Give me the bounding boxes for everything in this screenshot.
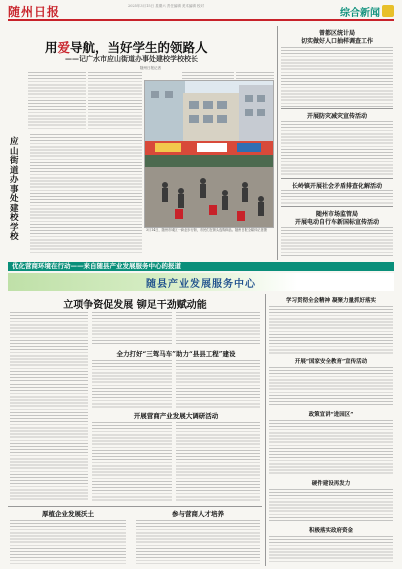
body-text-block xyxy=(10,312,88,382)
news-photo xyxy=(144,80,274,228)
body-text-block xyxy=(269,489,393,523)
lower-mid-headline: 全力打好“三驾马车”助力“县县工程”建设 xyxy=(116,350,236,358)
right-item1-headline-2: 切实做好人口抽样调查工作 xyxy=(300,38,373,45)
right-lower-headline-3: 政策宣讲“进园区” xyxy=(308,412,354,418)
body-text-block xyxy=(281,121,393,177)
body-text-block xyxy=(176,422,260,502)
body-text-block xyxy=(28,72,86,130)
right-item4-headline-2: 开展电动自行车新国标宣传活动 xyxy=(294,219,379,226)
body-text-block xyxy=(182,72,234,80)
body-text-block xyxy=(236,72,274,80)
body-text-block xyxy=(136,520,260,564)
section-mark-icon xyxy=(382,5,394,17)
item-divider xyxy=(281,178,393,179)
street-scene-illustration xyxy=(145,81,274,228)
body-text-block xyxy=(269,367,393,407)
body-text-block xyxy=(10,520,126,564)
body-text-block xyxy=(10,384,88,502)
right-lower-headline-5: 积极落实政府资金 xyxy=(308,528,353,534)
body-text-block xyxy=(281,227,393,257)
issue-meta: 2025年3月15日 星期六 责任编辑 美术编辑 校对 xyxy=(128,4,205,8)
right-lower-headline-1: 学习贯彻全会精神 凝聚力量抓好落实 xyxy=(286,298,376,304)
body-text-block xyxy=(176,312,260,346)
column-rule xyxy=(277,26,278,260)
right-item1-headline-1: 曾都区统计局 xyxy=(318,30,355,37)
section-divider xyxy=(8,506,262,507)
side-vertical-headline: 应山街道办事处建校学校 xyxy=(10,137,19,242)
section-title: 综合新闻 xyxy=(340,8,380,19)
item-divider xyxy=(281,206,393,207)
body-text-block xyxy=(281,190,393,204)
body-text-block xyxy=(92,422,172,502)
lower-invest-headline: 开展营商产业发展大调研活动 xyxy=(133,412,219,420)
body-text-block xyxy=(30,134,142,254)
masthead xyxy=(8,3,394,21)
feature-title-banner xyxy=(8,273,394,291)
body-text-block xyxy=(88,72,142,130)
column-rule xyxy=(265,294,266,566)
right-item3-headline: 长岭镇开展社会矛盾排查化解活动 xyxy=(291,183,382,190)
headline-love-char: 爱 xyxy=(57,40,71,55)
lower-left-bottom-headline: 厚植企业发展沃土 xyxy=(42,510,94,518)
headline-part: 导航，当好学生的领路人 xyxy=(70,40,208,55)
feature-title: 随县产业发展服务中心 xyxy=(146,279,256,290)
main-byline: 随州日报记者 xyxy=(140,66,161,70)
body-text-block xyxy=(176,360,260,408)
right-item2-headline: 开展防灾减灾宣传活动 xyxy=(306,113,367,120)
section-tag xyxy=(314,3,394,19)
right-item4-headline-1: 随州市场监管局 xyxy=(315,211,358,218)
newspaper-logo: 随州日报 xyxy=(8,5,61,19)
body-text-block xyxy=(92,360,172,408)
feature-banner-bar xyxy=(8,262,394,271)
photo-caption: 3月14日，随州市城区一商业步行街，市民们在街头选购商品。随州日报全媒体记者摄 xyxy=(146,228,267,232)
item-divider xyxy=(281,108,393,109)
lower-lead-headline: 立项争资促发展 铆足干劲赋动能 xyxy=(63,300,207,311)
main-subheadline: ——记广水市应山街道办事处建校学校校长 xyxy=(65,54,198,63)
right-lower-headline-2: 开展“国家安全教育”宣传活动 xyxy=(294,359,368,365)
body-text-block xyxy=(269,306,393,354)
body-text-block xyxy=(281,47,393,107)
body-text-block xyxy=(269,536,393,564)
right-lower-headline-4: 硬件建设再发力 xyxy=(311,481,351,487)
body-text-block xyxy=(269,420,393,476)
body-text-block xyxy=(92,312,172,346)
feature-banner-text: 优化营商环境在行动——来自随县产业发展服务中心的报道 xyxy=(12,262,181,270)
lower-mid-bottom-headline: 参与营商人才培养 xyxy=(172,510,224,518)
headline-part: 用 xyxy=(45,40,58,55)
